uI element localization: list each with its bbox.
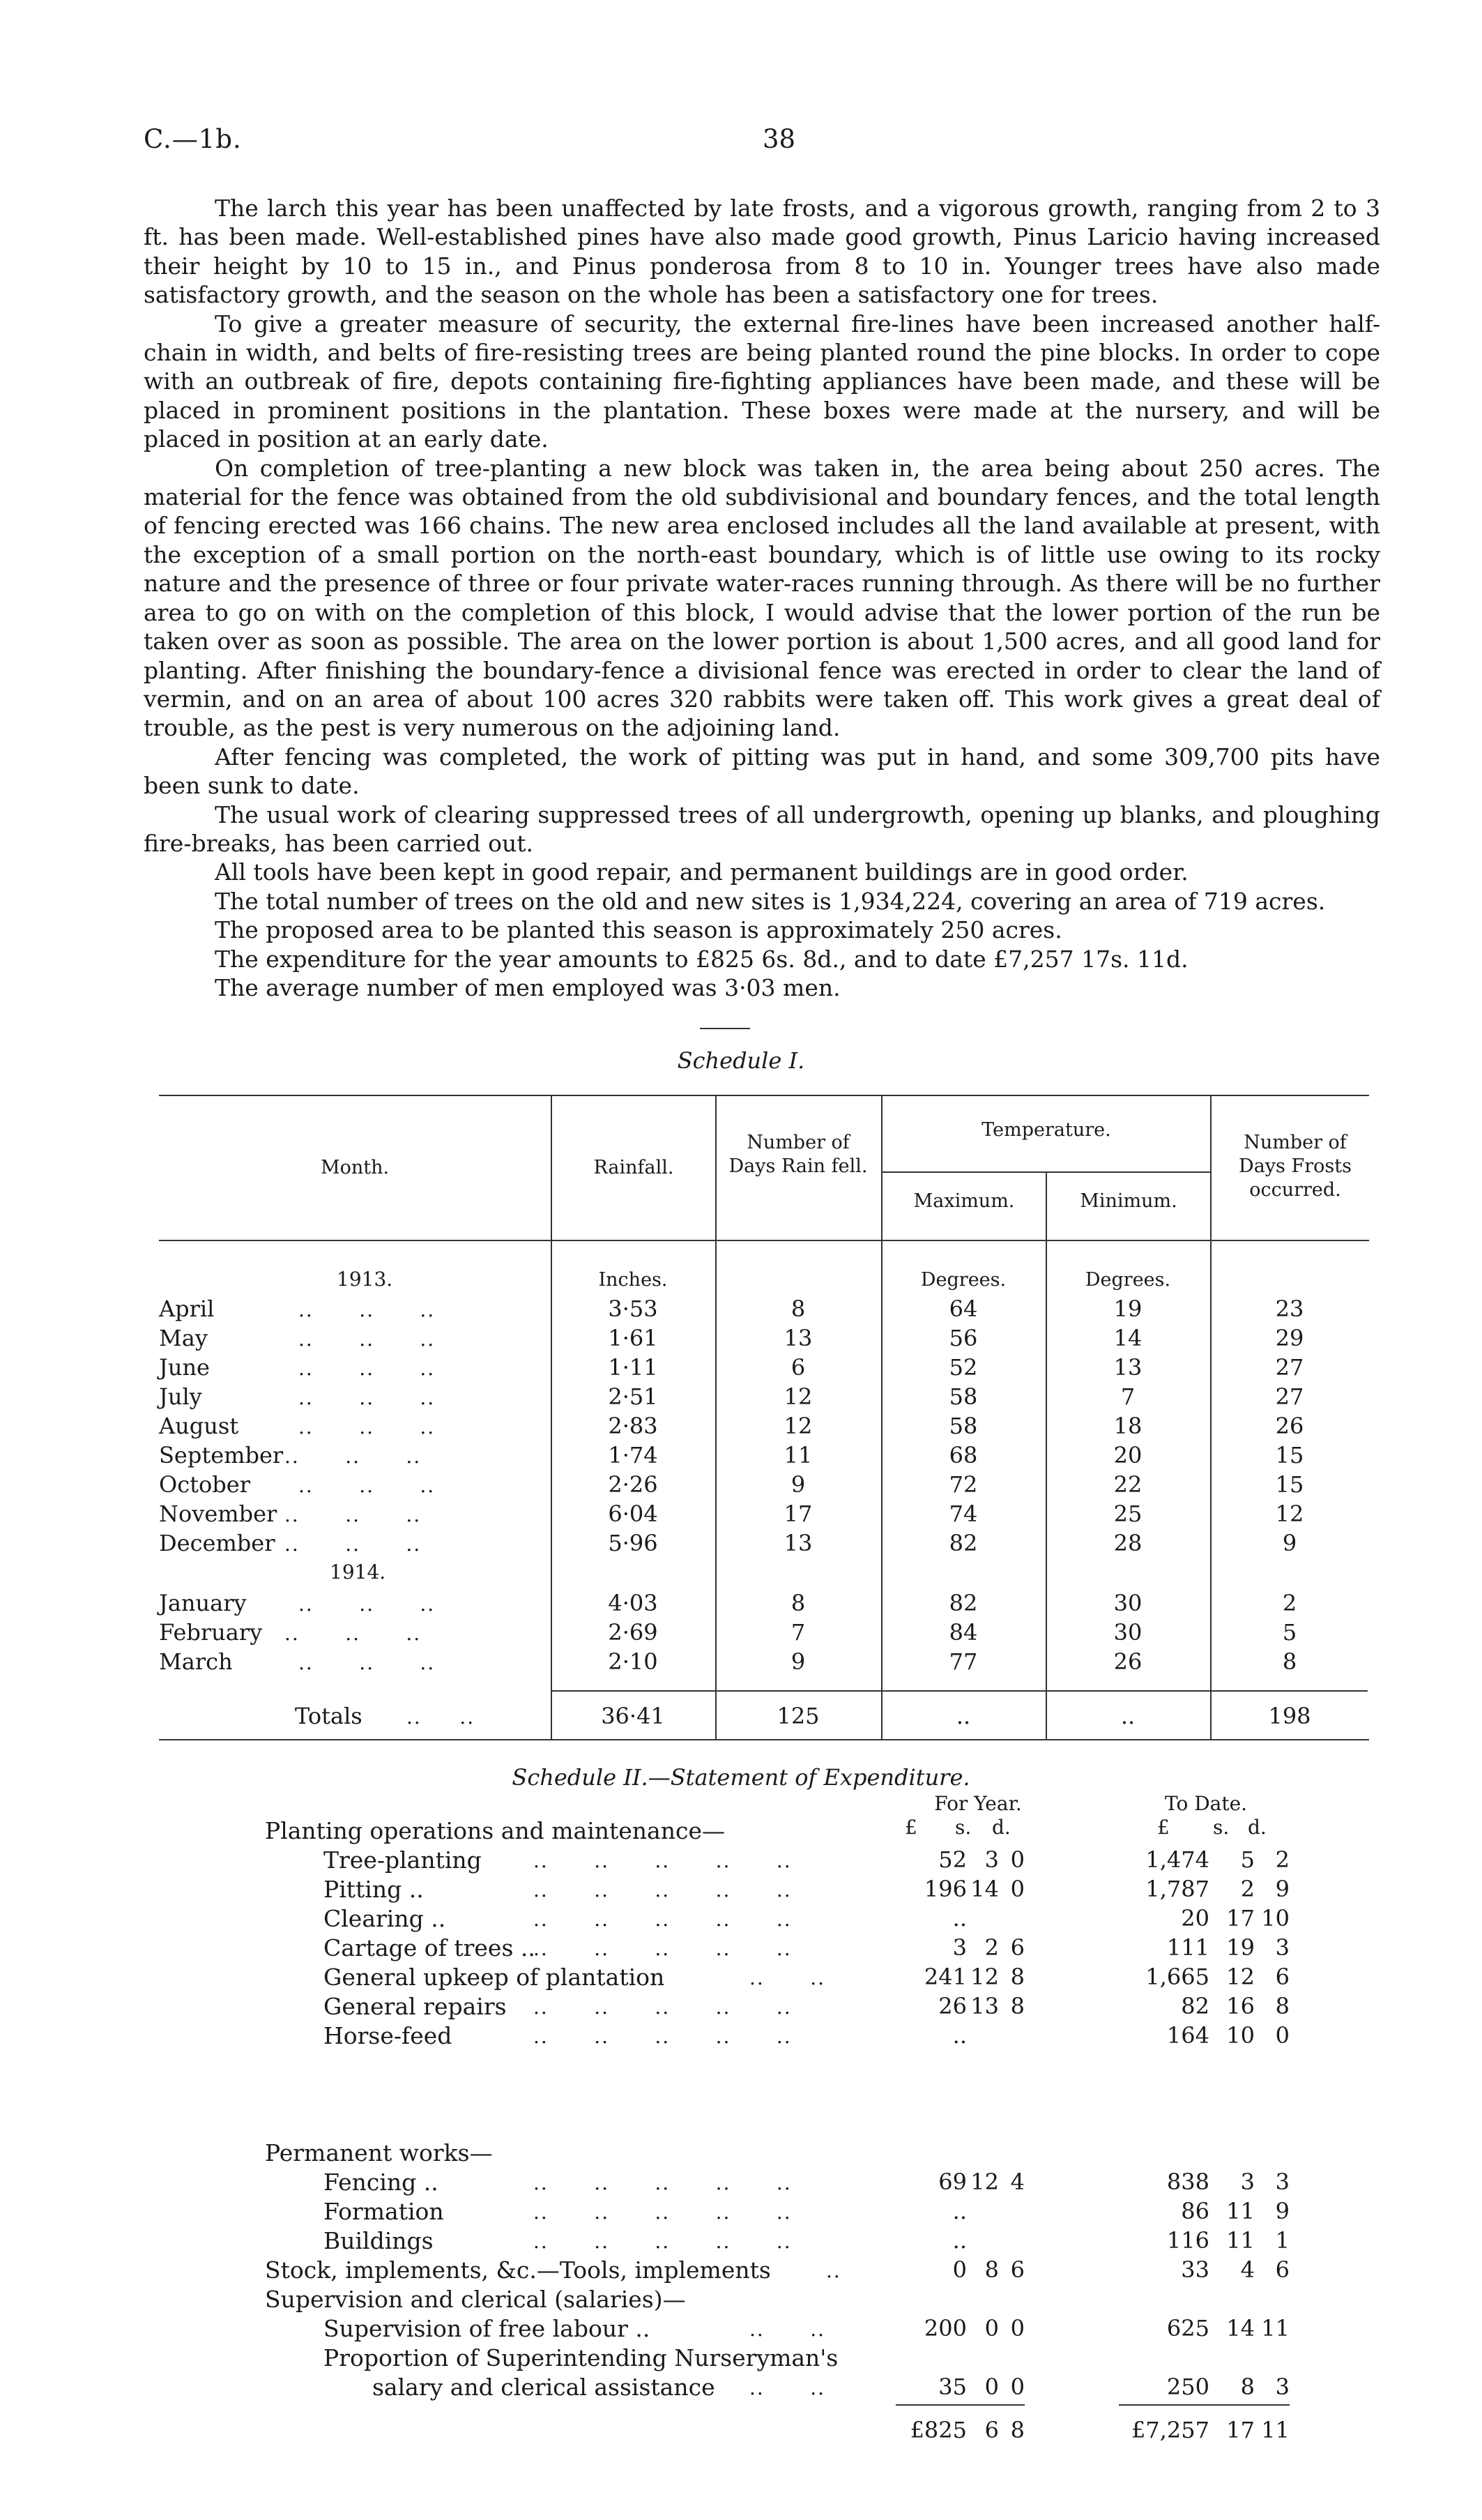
rainfall-value: 3·53 xyxy=(608,1296,658,1322)
unit-minimum: Degrees. xyxy=(1085,1269,1171,1291)
leader-dots: .. .. .. xyxy=(284,1622,422,1645)
for-year-pounds: 35 xyxy=(938,2374,967,2400)
rainfall-value: 1·74 xyxy=(608,1442,658,1468)
to-date-shillings: 19 xyxy=(1226,1934,1255,1961)
to-date-shillings: 11 xyxy=(1226,2227,1255,2254)
max-temp-value: 64 xyxy=(949,1296,978,1322)
for-year-shillings: 0 xyxy=(984,2315,999,2341)
subtotal-rule xyxy=(1119,2404,1290,2406)
expense-label: Formation xyxy=(323,2198,444,2225)
month-name: August xyxy=(159,1413,239,1439)
to-date-pence: 9 xyxy=(1275,1876,1290,1902)
leader-dots: .. .. .. xyxy=(298,1474,436,1497)
to-date-pence: 9 xyxy=(1275,2198,1290,2224)
for-year-blank: .. xyxy=(952,2227,967,2254)
to-date-pence: 11 xyxy=(1261,2315,1290,2341)
leader-dots: .. .. .. xyxy=(298,1386,436,1409)
leader-dots: .. xyxy=(826,2259,841,2282)
totals-rule xyxy=(551,1690,1368,1692)
rainfall-value: 1·11 xyxy=(608,1354,658,1381)
for-year-blank: .. xyxy=(952,1905,967,1931)
for-year-pounds: 196 xyxy=(924,1876,967,1902)
frosts-value: 27 xyxy=(1275,1354,1304,1381)
min-temp-value: 25 xyxy=(1113,1501,1143,1527)
to-date-pounds: 164 xyxy=(1166,2022,1209,2049)
header-maximum: Maximum. xyxy=(913,1190,1015,1212)
rainfall-value: 2·10 xyxy=(608,1648,658,1675)
header-month: Month. xyxy=(320,1157,390,1178)
to-date-shillings: 16 xyxy=(1226,1993,1255,2019)
to-date-pence: 10 xyxy=(1261,1905,1290,1931)
total-for-year-shillings: 6 xyxy=(984,2417,999,2443)
to-date-shillings: 5 xyxy=(1240,1846,1255,1873)
header-to-date: To Date. xyxy=(1164,1792,1248,1815)
frosts-value: 29 xyxy=(1275,1325,1304,1351)
for-year-pence: 0 xyxy=(1010,1876,1025,1902)
max-temp-value: 77 xyxy=(949,1648,978,1675)
paragraph-new-block: On completion of tree-planting a new block was taken in, the area being about 250 acres. The material for the fence was obtained from the old subdivisional and boundary fences, and the total length of fencing erected was 166 chains. The new area enclosed includes all the land available at present, with the exception of a small portion on the north-east boundary, which is of little use owing to its rocky nature and the presence of three or four private water-races running through. As there will be no further area to go on with on the completion of this block, I would advise that the lower portion of the run be taken over as soon as possible. The area on the lower portion is about 1,500 acres, and all good land for planting. After finishing the boundary-fence a divisional fence was erected in order to clear the land of vermin, and on an area of about 100 acres 320 rabbits were taken off. This work gives a great deal of trouble, as the pest is very numerous on the adjoining land. xyxy=(144,454,1380,742)
min-temp-value: 20 xyxy=(1113,1442,1143,1468)
to-date-pence: 1 xyxy=(1275,2227,1290,2254)
section-permanent: Permanent works— xyxy=(265,2139,493,2166)
leader-dots: .. .. .. xyxy=(298,1328,436,1351)
min-temp-value: 30 xyxy=(1113,1619,1143,1646)
max-temp-value: 52 xyxy=(949,1354,978,1381)
for-year-pence: 0 xyxy=(1010,2374,1025,2400)
min-temp-value: 18 xyxy=(1113,1413,1143,1439)
to-date-pounds: 86 xyxy=(1181,2198,1209,2224)
leader-dots: .. .. .. .. .. xyxy=(533,1878,792,1902)
header-pence: d. xyxy=(1248,1816,1267,1839)
frosts-value: 12 xyxy=(1275,1501,1304,1527)
expense-label: General upkeep of plantation xyxy=(323,1964,665,1991)
for-year-pence: 4 xyxy=(1010,2169,1025,2195)
min-temp-value: 13 xyxy=(1113,1354,1143,1381)
max-temp-value: 84 xyxy=(949,1619,978,1646)
to-date-shillings: 11 xyxy=(1226,2198,1255,2224)
total-for-year-pence: 8 xyxy=(1010,2417,1025,2443)
paragraph-pitting: After fencing was completed, the work of pitting was put in hand, and some 309,700 pits have been sunk to date. xyxy=(144,743,1380,800)
for-year-pounds: 241 xyxy=(924,1964,967,1990)
table-header-rule xyxy=(159,1240,1369,1241)
frosts-value: 2 xyxy=(1282,1590,1297,1616)
max-temp-value: 82 xyxy=(949,1530,978,1556)
paragraph-clearing: The usual work of clearing suppressed trees of all undergrowth, opening up blanks, and ploughing fire-breaks, has been carried out. xyxy=(144,800,1380,857)
month-name: February xyxy=(159,1619,263,1646)
total-days-rain: 125 xyxy=(777,1703,820,1729)
header-shillings: s. xyxy=(1213,1816,1230,1839)
month-name: December xyxy=(159,1530,275,1556)
leader-dots: .. .. .. xyxy=(298,1593,436,1616)
expense-label: General repairs xyxy=(323,1993,507,2020)
to-date-shillings: 12 xyxy=(1226,1964,1255,1990)
min-temp-value: 19 xyxy=(1113,1296,1143,1322)
paragraph-fire-lines: To give a greater measure of security, the external fire-lines have been increased another half-chain in width, and belts of fire-resisting trees are being planted round the pine blocks. In order to cope with an outbreak of fire, depots containing fire-fighting appliances have been made, and these will be placed in prominent positions in the plantation. These boxes were made at the nursery, and will be placed in position at an early date. xyxy=(144,310,1380,453)
min-temp-value: 30 xyxy=(1113,1590,1143,1616)
total-to-date-shillings: 17 xyxy=(1226,2417,1255,2443)
to-date-pence: 2 xyxy=(1275,1846,1290,1873)
max-temp-value: 68 xyxy=(949,1442,978,1468)
paragraph-expenditure: The expenditure for the year amounts to £825 6s. 8d., and to date £7,257 17s. 11d. xyxy=(215,945,1189,973)
to-date-pence: 6 xyxy=(1275,1964,1290,1990)
schedule-2-title: Schedule II.—Statement of Expenditure. xyxy=(512,1764,970,1791)
rainfall-value: 2·83 xyxy=(608,1413,658,1439)
for-year-blank: .. xyxy=(952,2022,967,2049)
days-rain-value: 13 xyxy=(784,1325,813,1351)
paragraph-larch: The larch this year has been unaffected by late frosts, and a vigorous growth, ranging from 2 to 3 ft. has been made. Well-established pines have also made good growth, Pinus Laricio having increased their height by 10 to 15 in., and Pinus ponderosa from 8 to 10 in. Younger trees have also made satisfactory growth, and the season on the whole has been a satisfactory one for trees. xyxy=(144,195,1380,309)
month-name: September xyxy=(159,1442,284,1468)
header-temperature: Temperature. xyxy=(981,1119,1111,1141)
month-name: January xyxy=(159,1590,247,1616)
max-temp-value: 82 xyxy=(949,1590,978,1616)
rainfall-value: 5·96 xyxy=(608,1530,658,1556)
max-temp-value: 74 xyxy=(949,1501,978,1527)
to-date-pence: 0 xyxy=(1275,2022,1290,2049)
total-frosts: 198 xyxy=(1268,1703,1311,1729)
days-rain-value: 9 xyxy=(790,1648,806,1675)
max-temp-value: 56 xyxy=(949,1325,978,1351)
for-year-shillings: 12 xyxy=(970,1964,999,1990)
body-text xyxy=(144,194,1380,1002)
leader-dots: .. .. .. .. .. xyxy=(533,1908,792,1931)
days-rain-value: 12 xyxy=(784,1413,813,1439)
to-date-pence: 3 xyxy=(1275,1934,1290,1961)
total-to-date-pence: 11 xyxy=(1261,2417,1290,2443)
leader-dots: .. .. .. .. .. xyxy=(533,1849,792,1872)
for-year-pence: 8 xyxy=(1010,1964,1025,1990)
expense-label: Fencing .. xyxy=(323,2169,438,2196)
for-year-shillings: 2 xyxy=(984,1934,999,1961)
to-date-pounds: 838 xyxy=(1166,2169,1209,2195)
table-bottom-rule xyxy=(159,1739,1369,1740)
page-number: 38 xyxy=(763,124,796,154)
days-rain-value: 9 xyxy=(790,1471,806,1498)
leader-dots: .. .. xyxy=(749,2376,826,2399)
to-date-pounds: 1,787 xyxy=(1145,1876,1209,1902)
for-year-pence: 0 xyxy=(1010,2315,1025,2341)
header-pounds: £ xyxy=(905,1816,917,1839)
to-date-pounds: 20 xyxy=(1181,1905,1209,1931)
min-temp-value: 22 xyxy=(1113,1471,1143,1498)
to-date-shillings: 10 xyxy=(1226,2022,1255,2049)
rainfall-value: 1·61 xyxy=(608,1325,658,1351)
days-rain-value: 11 xyxy=(784,1442,813,1468)
to-date-shillings: 3 xyxy=(1240,2169,1255,2195)
header-shillings: s. xyxy=(955,1816,972,1839)
for-year-pence: 8 xyxy=(1010,1993,1025,2019)
for-year-pence: 0 xyxy=(1010,1846,1025,1873)
paragraph-average-men: The average number of men employed was 3·03 men. xyxy=(215,973,841,1001)
to-date-pounds: 625 xyxy=(1166,2315,1209,2341)
leader-dots: .. .. .. .. .. xyxy=(533,2171,792,2194)
for-year-pounds: 52 xyxy=(938,1846,967,1873)
page-header xyxy=(144,124,1338,166)
for-year-pounds: 0 xyxy=(952,2256,967,2283)
for-year-shillings: 14 xyxy=(970,1876,999,1902)
month-name: October xyxy=(159,1471,250,1498)
to-date-pounds: 1,474 xyxy=(1145,1846,1209,1873)
to-date-shillings: 17 xyxy=(1226,1905,1255,1931)
header-days-rain: Number of Days Rain fell. xyxy=(728,1132,868,1177)
year-label: 1913. xyxy=(337,1268,393,1291)
for-year-shillings: 3 xyxy=(984,1846,999,1873)
rainfall-value: 2·69 xyxy=(608,1619,658,1646)
max-temp-value: 72 xyxy=(949,1471,978,1498)
expense-label: Tree-planting xyxy=(323,1846,482,1874)
max-temp-value: 58 xyxy=(949,1413,978,1439)
days-rain-value: 13 xyxy=(784,1530,813,1556)
days-rain-value: 12 xyxy=(784,1383,813,1410)
expense-label: salary and clerical assistance xyxy=(372,2374,715,2401)
header-rainfall: Rainfall. xyxy=(593,1157,674,1178)
expense-label: Cartage of trees .. xyxy=(323,1934,535,1961)
days-rain-value: 7 xyxy=(790,1619,806,1646)
for-year-pounds: 69 xyxy=(938,2169,967,2195)
rainfall-value: 2·51 xyxy=(608,1383,658,1410)
month-name: July xyxy=(159,1383,202,1410)
rainfall-value: 2·26 xyxy=(608,1471,658,1498)
month-name: November xyxy=(159,1501,277,1527)
month-name: June xyxy=(159,1354,210,1381)
expense-label: Pitting .. xyxy=(323,1876,424,1903)
proportion-label-line1: Proportion of Superintending Nurseryman's xyxy=(323,2344,839,2371)
paragraph-total-trees: The total number of trees on the old and new sites is 1,934,224, covering an area of 719 acres. xyxy=(215,887,1326,915)
leader-dots: .. .. .. xyxy=(284,1533,422,1556)
to-date-pounds: 33 xyxy=(1181,2256,1209,2283)
days-rain-value: 8 xyxy=(790,1590,806,1616)
min-temp-value: 28 xyxy=(1113,1530,1143,1556)
leader-dots: .. .. .. xyxy=(284,1503,422,1526)
frosts-value: 15 xyxy=(1275,1471,1304,1498)
for-year-shillings: 12 xyxy=(970,2169,999,2195)
schedule-1-title: Schedule I. xyxy=(677,1047,805,1074)
to-date-pounds: 1,665 xyxy=(1145,1964,1209,1990)
unit-maximum: Degrees. xyxy=(920,1269,1007,1291)
frosts-value: 23 xyxy=(1275,1296,1304,1322)
min-temp-value: 26 xyxy=(1113,1648,1143,1675)
to-date-pence: 3 xyxy=(1275,2169,1290,2195)
to-date-pence: 8 xyxy=(1275,1993,1290,2019)
rainfall-value: 4·03 xyxy=(608,1590,658,1616)
section-divider xyxy=(700,1028,750,1029)
frosts-value: 15 xyxy=(1275,1442,1304,1468)
unit-rainfall: Inches. xyxy=(598,1269,668,1291)
total-maximum: .. xyxy=(956,1703,971,1729)
to-date-shillings: 8 xyxy=(1240,2374,1255,2400)
for-year-pounds: 200 xyxy=(924,2315,967,2341)
header-for-year: For Year. xyxy=(934,1792,1022,1815)
leader-dots: .. .. .. .. .. xyxy=(533,1996,792,2019)
total-for-year-pounds: £825 xyxy=(910,2417,967,2443)
header-minimum: Minimum. xyxy=(1080,1190,1177,1212)
month-name: March xyxy=(159,1648,233,1675)
leader-dots: .. .. .. xyxy=(298,1298,436,1321)
for-year-shillings: 8 xyxy=(984,2256,999,2283)
leader-dots: .. .. .. .. .. xyxy=(533,1937,792,1960)
to-date-shillings: 4 xyxy=(1240,2256,1255,2283)
min-temp-value: 14 xyxy=(1113,1325,1143,1351)
to-date-pence: 3 xyxy=(1275,2374,1290,2400)
frosts-value: 27 xyxy=(1275,1383,1304,1410)
leader-dots: .. .. .. xyxy=(298,1651,436,1674)
table-top-rule xyxy=(159,1095,1369,1096)
expense-label: Horse-feed xyxy=(323,2022,452,2049)
expense-label: Stock, implements, &c.—Tools, implements xyxy=(265,2256,771,2284)
total-minimum: .. xyxy=(1120,1703,1136,1729)
for-year-pence: 6 xyxy=(1010,2256,1025,2283)
total-rainfall: 36·41 xyxy=(601,1703,665,1729)
leader-dots: .. .. xyxy=(749,1966,826,1989)
leader-dots: .. .. .. .. .. xyxy=(533,2201,792,2224)
min-temp-value: 7 xyxy=(1120,1383,1136,1410)
rainfall-value: 6·04 xyxy=(608,1501,658,1527)
header-pounds: £ xyxy=(1157,1816,1170,1839)
document-reference: C.—1b. xyxy=(144,124,242,154)
expense-label: Buildings xyxy=(323,2227,434,2254)
leader-dots: .. .. .. xyxy=(298,1415,436,1439)
schedule-1-table xyxy=(159,1095,1369,1740)
to-date-pounds: 111 xyxy=(1166,1934,1209,1961)
leader-dots: .. .. .. .. .. xyxy=(533,2025,792,2048)
for-year-shillings: 13 xyxy=(970,1993,999,2019)
frosts-value: 26 xyxy=(1275,1413,1304,1439)
year-label: 1914. xyxy=(330,1561,386,1584)
leader-dots: .. .. xyxy=(749,2318,826,2341)
subtotal-rule xyxy=(896,2404,1025,2406)
to-date-pounds: 116 xyxy=(1166,2227,1209,2254)
paragraph-tools: All tools have been kept in good repair, and permanent buildings are in good order. xyxy=(215,858,1189,886)
for-year-blank: .. xyxy=(952,2198,967,2224)
days-rain-value: 17 xyxy=(784,1501,813,1527)
frosts-value: 8 xyxy=(1282,1648,1297,1675)
section-supervision: Supervision and clerical (salaries)— xyxy=(265,2286,686,2313)
to-date-shillings: 14 xyxy=(1226,2315,1255,2341)
schedule-2-table xyxy=(265,1792,1373,2443)
month-name: May xyxy=(159,1325,208,1351)
paragraph-proposed-area: The proposed area to be planted this season is approximately 250 acres. xyxy=(215,916,1062,944)
to-date-pounds: 250 xyxy=(1166,2374,1209,2400)
temperature-subrule xyxy=(881,1171,1210,1173)
expense-label: Clearing .. xyxy=(323,1905,446,1932)
for-year-pence: 6 xyxy=(1010,1934,1025,1961)
for-year-pounds: 26 xyxy=(938,1993,967,2019)
to-date-pence: 6 xyxy=(1275,2256,1290,2283)
total-to-date-pounds: £7,257 xyxy=(1131,2417,1209,2443)
to-date-shillings: 2 xyxy=(1240,1876,1255,1902)
leader-dots: .. .. .. xyxy=(298,1357,436,1380)
totals-label: Totals xyxy=(295,1703,362,1729)
for-year-shillings: 0 xyxy=(984,2374,999,2400)
frosts-value: 9 xyxy=(1282,1530,1297,1556)
expense-label: Supervision of free labour .. xyxy=(323,2315,650,2342)
header-frosts: Number of Days Frosts occurred. xyxy=(1239,1132,1352,1201)
days-rain-value: 6 xyxy=(790,1354,806,1381)
to-date-pounds: 82 xyxy=(1181,1993,1209,2019)
frosts-value: 5 xyxy=(1282,1619,1297,1646)
leader-dots: .. .. .. .. .. xyxy=(533,2230,792,2253)
leader-dots: .. .. .. xyxy=(284,1445,422,1468)
for-year-pounds: 3 xyxy=(952,1934,967,1961)
max-temp-value: 58 xyxy=(949,1383,978,1410)
days-rain-value: 8 xyxy=(790,1296,806,1322)
month-name: April xyxy=(159,1296,215,1322)
leader-dots: .. .. xyxy=(406,1706,475,1729)
header-pence: d. xyxy=(992,1816,1011,1839)
section-planting: Planting operations and maintenance— xyxy=(265,1817,725,1844)
